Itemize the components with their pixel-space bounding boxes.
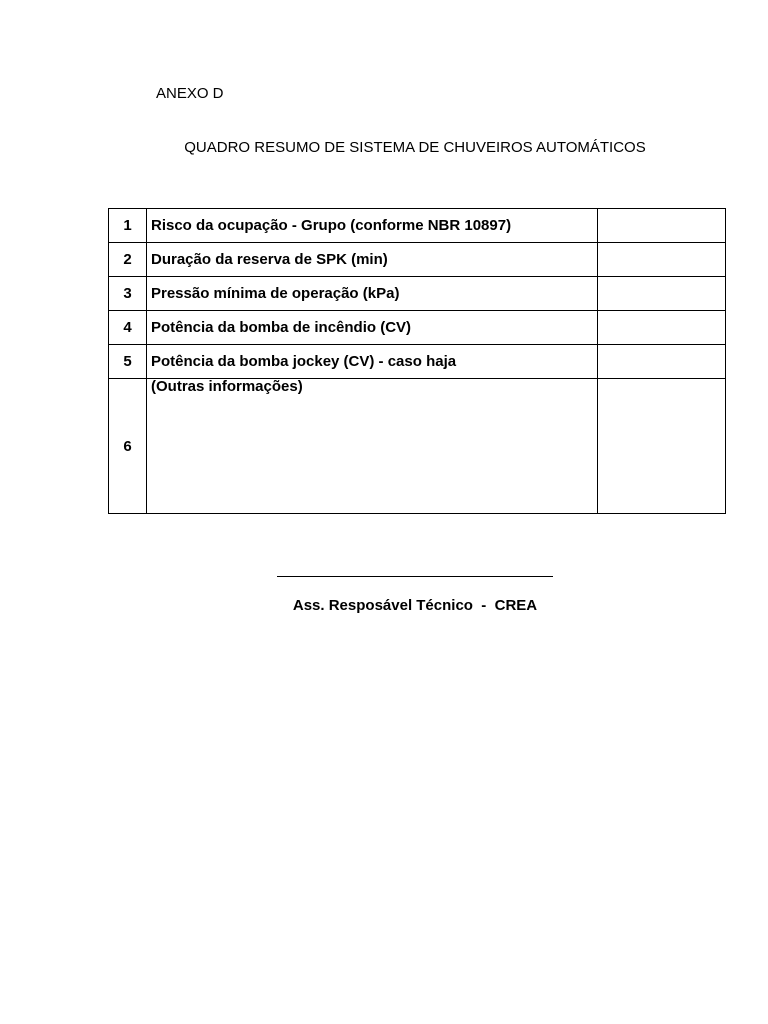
row-value-cell[interactable] (598, 277, 726, 311)
row-description: Potência da bomba jockey (CV) - caso haja (147, 345, 598, 379)
signature-line (277, 576, 553, 577)
row-number: 4 (109, 311, 147, 345)
row-number: 2 (109, 243, 147, 277)
row-description: Pressão mínima de operação (kPa) (147, 277, 598, 311)
row-value-cell[interactable] (598, 311, 726, 345)
row-value-cell[interactable] (598, 345, 726, 379)
table-row (109, 345, 726, 379)
table-row (109, 243, 726, 277)
signature-caption: Ass. Resposável Técnico - CREA (292, 597, 538, 614)
row-description: Duração da reserva de SPK (min) (147, 243, 598, 277)
row-number: 3 (109, 277, 147, 311)
row-number: 5 (109, 345, 147, 379)
row-value-cell[interactable] (598, 379, 726, 514)
row-description: (Outras informações) (147, 379, 598, 514)
row-description: Risco da ocupação - Grupo (conforme NBR 10897) (147, 209, 598, 243)
row-value-cell[interactable] (598, 209, 726, 243)
table-row (109, 209, 726, 243)
annex-label: ANEXO D (156, 85, 224, 102)
table-row (109, 311, 726, 345)
table-row (109, 277, 726, 311)
summary-table (108, 208, 726, 514)
row-number: 6 (109, 379, 147, 514)
row-number: 1 (109, 209, 147, 243)
table-row (109, 379, 726, 514)
document-title: QUADRO RESUMO DE SISTEMA DE CHUVEIROS AUTOMÁTICOS (184, 139, 646, 156)
row-description: Potência da bomba de incêndio (CV) (147, 311, 598, 345)
row-value-cell[interactable] (598, 243, 726, 277)
